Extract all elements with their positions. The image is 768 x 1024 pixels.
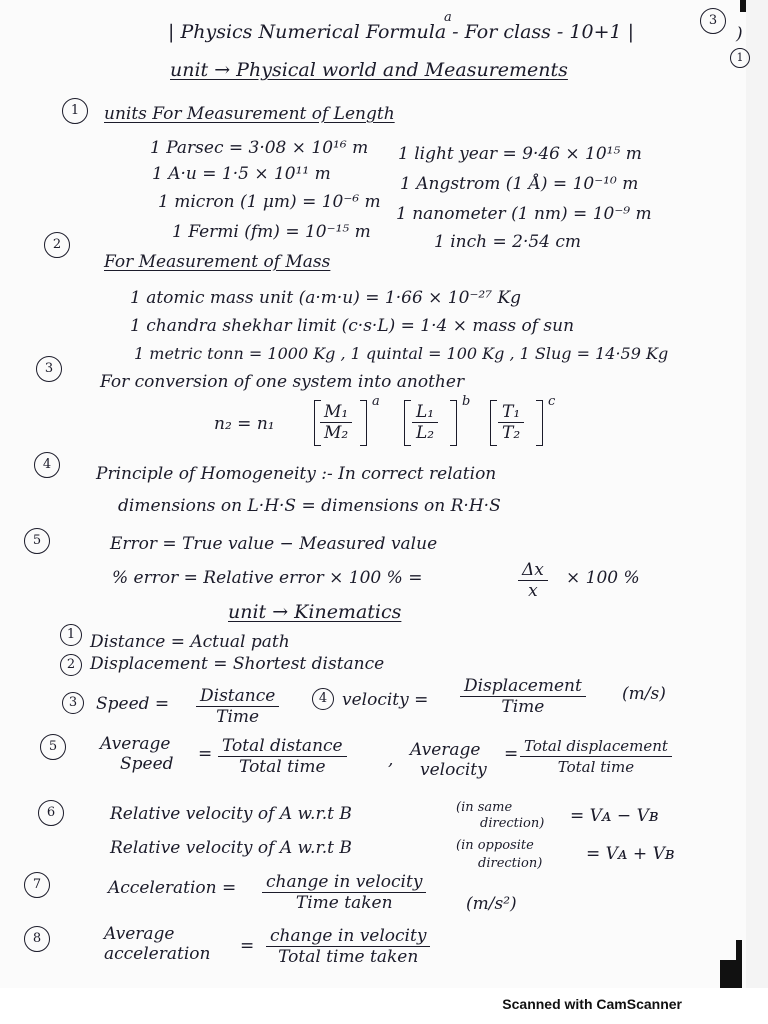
fraction-length [412,402,438,443]
item-number: 2 [60,654,82,676]
velocity-unit: (m/s) [622,684,666,704]
bracket-right [360,400,367,446]
item-number: 5 [40,734,66,760]
conversion-lhs: n₂ = n₁ [214,414,275,434]
conversion-heading: For conversion of one system into another [100,372,465,392]
fraction-numerator: Distance [196,686,279,707]
item-number: 8 [24,926,50,952]
mass-tonn-quintal-slug: 1 metric tonn = 1000 Kg , 1 quintal = 100 Kg , 1 Slug = 14·59 Kg [134,344,669,363]
fraction-denominator: T₂ [502,423,521,443]
bracket-left [314,400,321,446]
equals-sign: = [198,744,213,764]
error-definition: Error = True value − Measured value [110,534,438,554]
fraction-denominator: Time [216,707,260,727]
percent-error: % error = Relative error × 100 % = [112,568,423,588]
side-mark-circle: 1 [730,48,750,68]
homogeneity-principle: Principle of Homogeneity :- In correct relation [96,464,497,484]
length-fermi: 1 Fermi (fm) = 10⁻¹⁵ m [172,222,371,242]
scan-corner-mark [720,960,742,990]
side-mark: ) [736,24,743,44]
section-heading-length: units For Measurement of Length [104,104,395,124]
acceleration-lhs: Acceleration = [108,878,237,898]
mass-chandrasekhar-limit: 1 chandra shekhar limit (c·s·L) = 1·4 × mass of sun [130,316,575,336]
fraction-velocity [460,676,586,717]
equals-sign: = [240,936,255,956]
fraction-numerator: change in velocity [262,872,426,893]
item-number: 4 [312,688,334,710]
fraction-denominator: M₂ [324,423,349,443]
section-number: 1 [62,98,88,124]
fraction-denominator: x [528,581,538,601]
length-inch: 1 inch = 2·54 cm [434,232,582,252]
distance-definition: Distance = Actual path [90,632,290,652]
displacement-definition: Displacement = Shortest distance [90,654,385,674]
fraction-acceleration [262,872,426,913]
bracket-right [450,400,457,446]
length-parsec: 1 Parsec = 3·08 × 10¹⁶ m [150,138,369,158]
percent-error-tail: × 100 % [566,568,640,588]
section-number: 5 [24,528,50,554]
relative-velocity-opposite-paren-2: direction) [478,856,543,871]
average-speed-lhs-2: Speed [120,754,174,774]
relative-velocity-opposite: Relative velocity of A w.r.t B [110,838,352,858]
unit-heading-physical-world: unit → Physical world and Measurements [170,59,568,81]
relative-velocity-opposite-paren-1: (in opposite [456,838,534,853]
fraction-average-speed [218,736,347,777]
bracket-left [490,400,497,446]
scanner-footer [0,988,768,1024]
length-nanometer: 1 nanometer (1 nm) = 10⁻⁹ m [396,204,652,224]
relative-velocity-same-paren-1: (in same [456,800,513,815]
fraction-speed [196,686,279,727]
comma: , [388,750,394,770]
exponent-b: b [462,394,471,409]
length-angstrom: 1 Angstrom (1 Å) = 10⁻¹⁰ m [400,174,639,194]
length-light-year: 1 light year = 9·46 × 10¹⁵ m [398,144,642,164]
item-number: 7 [24,872,50,898]
fraction-numerator: Total distance [218,736,347,757]
fraction-denominator: Total time taken [278,947,419,967]
fraction-numerator: Displacement [460,676,586,697]
section-number: 3 [36,356,62,382]
length-micron: 1 micron (1 μm) = 10⁻⁶ m [158,192,381,212]
scan-corner-mark [740,0,746,12]
fraction-denominator: Time [501,697,545,717]
bracket-left [404,400,411,446]
fraction-denominator: L₂ [416,423,435,443]
average-acceleration-lhs-1: Average [104,924,175,944]
fraction-numerator: Δx [518,560,548,581]
fraction-delta-x [518,560,548,601]
mass-amu: 1 atomic mass unit (a·m·u) = 1·66 × 10⁻²⁷ Kg [130,288,522,308]
fraction-average-acceleration [266,926,430,967]
section-heading-mass: For Measurement of Mass [104,252,331,272]
section-number: 2 [44,232,70,258]
scan-corner-mark [736,940,742,962]
section-number: 4 [34,452,60,478]
fraction-numerator: Total displacement [520,736,672,757]
equals-sign: = [504,744,519,764]
length-au: 1 A·u = 1·5 × 10¹¹ m [152,164,331,184]
header-superscript: a [444,10,452,25]
average-velocity-lhs-1: Average [410,740,481,760]
exponent-c: c [548,394,556,409]
exponent-a: a [372,394,380,409]
relative-velocity-opposite-rhs: = Vᴀ + Vʙ [586,844,675,864]
page-number: 3 [700,8,726,34]
average-acceleration-lhs-2: acceleration [104,944,211,964]
speed-lhs: Speed = [96,694,170,714]
average-velocity-lhs-2: velocity [420,760,487,780]
item-number: 6 [38,800,64,826]
fraction-numerator: L₁ [412,402,438,423]
relative-velocity-same-paren-2: direction) [480,816,545,831]
fraction-denominator: Time taken [295,893,393,913]
page-title: | Physics Numerical Formula - For class - 10+1 | [168,21,635,43]
average-speed-lhs-1: Average [100,734,171,754]
fraction-numerator: T₁ [498,402,524,423]
relative-velocity-same: Relative velocity of A w.r.t B [110,804,352,824]
fraction-numerator: change in velocity [266,926,430,947]
fraction-time [498,402,524,443]
scanner-watermark: Scanned with CamScanner [502,996,682,1012]
fraction-denominator: Total time [557,758,635,776]
fraction-numerator: M₁ [320,402,352,423]
item-number: 1 [60,624,82,646]
velocity-lhs: velocity = [342,690,429,710]
relative-velocity-same-rhs: = Vᴀ − Vʙ [570,806,659,826]
unit-heading-kinematics: unit → Kinematics [228,601,402,623]
fraction-mass [320,402,352,443]
item-number: 3 [62,692,84,714]
acceleration-unit: (m/s²) [466,894,517,914]
homogeneity-dimensions: dimensions on L·H·S = dimensions on R·H·S [118,496,501,516]
bracket-right [536,400,543,446]
page-edge [746,0,768,1024]
fraction-average-velocity [520,736,672,777]
fraction-denominator: Total time [239,757,326,777]
